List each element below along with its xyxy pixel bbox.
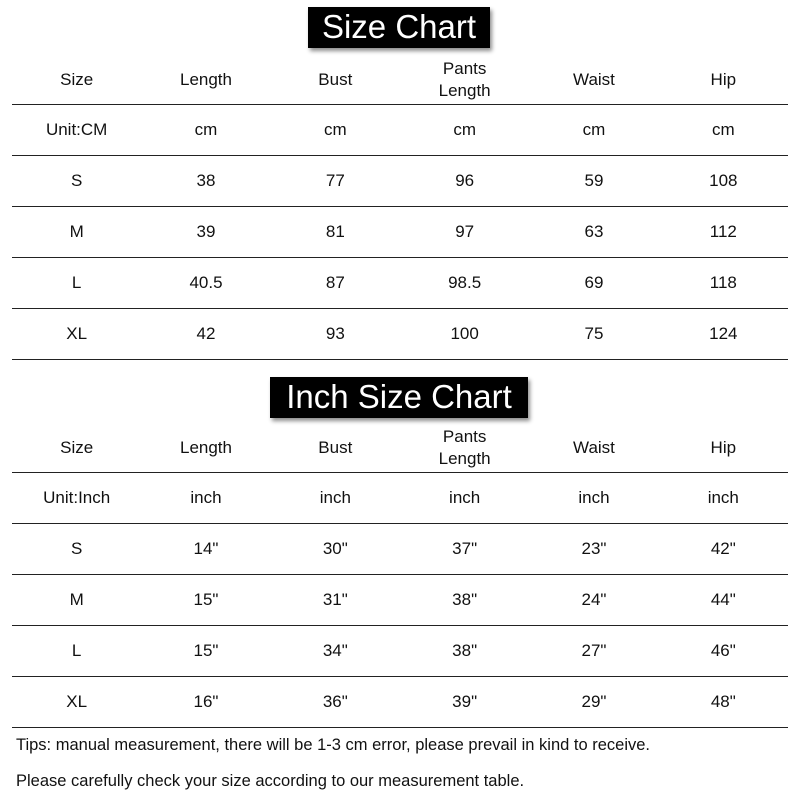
table-cell: 118 — [709, 273, 737, 292]
table-cell: Unit:Inch — [43, 488, 111, 507]
table-cell: 27" — [581, 641, 607, 660]
table-cell: 97 — [455, 222, 475, 241]
table-row — [12, 524, 788, 575]
table-cell: 15" — [193, 590, 219, 609]
table-row — [12, 105, 788, 156]
inch-size-table — [12, 424, 788, 728]
check-note: Please carefully check your size according to our measurement table. — [16, 772, 525, 790]
table-cell: cm — [323, 120, 347, 139]
table-cell: 75 — [584, 324, 604, 343]
table-cell: 69 — [584, 273, 604, 292]
table-cell: inch — [319, 488, 351, 507]
header-cell: Bust — [318, 70, 353, 89]
table-cell: 38 — [196, 171, 216, 190]
table-cell: 124 — [709, 324, 738, 343]
table-cell: Unit:CM — [45, 120, 108, 139]
header-cell: Hip — [710, 70, 737, 89]
table-cell: M — [69, 222, 84, 241]
table-cell: 46" — [710, 641, 736, 660]
table-cell: inch — [449, 488, 481, 507]
table-cell: 93 — [325, 324, 345, 343]
table-cell: 37" — [452, 539, 478, 558]
table-cell: inch — [578, 488, 610, 507]
header-cell: Bust — [318, 438, 353, 457]
table-cell: L — [71, 273, 82, 292]
table-cell: 112 — [709, 222, 737, 241]
table-cell: 59 — [584, 171, 604, 190]
table-cell: 48" — [710, 692, 736, 711]
table-header-row — [12, 56, 788, 105]
table-cell: 38" — [452, 590, 478, 609]
size-chart-title: Size Chart — [308, 7, 490, 48]
header-cell: Pants Length — [438, 427, 491, 468]
table-row — [12, 626, 788, 677]
table-cell: 87 — [325, 273, 345, 292]
table-cell: 108 — [709, 171, 738, 190]
table-cell: XL — [66, 324, 88, 343]
table-cell: 40.5 — [189, 273, 223, 292]
table-cell: 31" — [322, 590, 348, 609]
table-cell: 42 — [196, 324, 216, 343]
table-header-row — [12, 424, 788, 473]
table-cell: 39" — [452, 692, 478, 711]
header-cell: Size — [60, 70, 94, 89]
table-row — [12, 258, 788, 309]
table-cell: 15" — [193, 641, 219, 660]
table-cell: XL — [66, 692, 88, 711]
table-cell: 23" — [581, 539, 607, 558]
table-cell: 42" — [710, 539, 736, 558]
table-row — [12, 473, 788, 524]
table-cell: cm — [194, 120, 218, 139]
table-row — [12, 207, 788, 258]
header-cell: Length — [179, 438, 232, 457]
header-cell: Size — [60, 438, 94, 457]
table-cell: cm — [711, 120, 735, 139]
table-cell: M — [69, 590, 84, 609]
table-cell: cm — [453, 120, 476, 139]
header-cell: Length — [179, 70, 232, 89]
header-cell: Pants Length — [438, 59, 491, 100]
table-cell: inch — [707, 488, 739, 507]
table-cell: 29" — [581, 692, 607, 711]
table-cell: inch — [190, 488, 222, 507]
table-cell: 38" — [452, 641, 478, 660]
cm-size-table — [12, 56, 788, 360]
table-cell: 24" — [581, 590, 607, 609]
table-cell: 39 — [196, 222, 216, 241]
table-cell: 34" — [322, 641, 348, 660]
table-cell: 16" — [193, 692, 219, 711]
table-row — [12, 309, 788, 360]
table-cell: 98.5 — [448, 273, 482, 292]
table-cell: 81 — [325, 222, 345, 241]
table-cell: S — [70, 171, 83, 190]
inch-size-chart-title: Inch Size Chart — [270, 377, 528, 418]
table-cell: cm — [582, 120, 606, 139]
tips-note: Tips: manual measurement, there will be 1-3 cm error, please prevail in kind to receive. — [16, 736, 651, 754]
table-cell: 44" — [710, 590, 736, 609]
header-cell: Hip — [710, 438, 737, 457]
table-cell: 30" — [322, 539, 348, 558]
table-cell: 36" — [322, 692, 348, 711]
table-cell: 77 — [325, 171, 345, 190]
table-row — [12, 156, 788, 207]
table-cell: 96 — [455, 171, 475, 190]
table-cell: 100 — [450, 324, 479, 343]
table-row — [12, 677, 788, 728]
table-cell: S — [70, 539, 83, 558]
table-row — [12, 575, 788, 626]
header-cell: Waist — [573, 70, 615, 89]
table-cell: 63 — [584, 222, 604, 241]
header-cell: Waist — [573, 438, 615, 457]
table-cell: 14" — [193, 539, 219, 558]
table-cell: L — [71, 641, 82, 660]
